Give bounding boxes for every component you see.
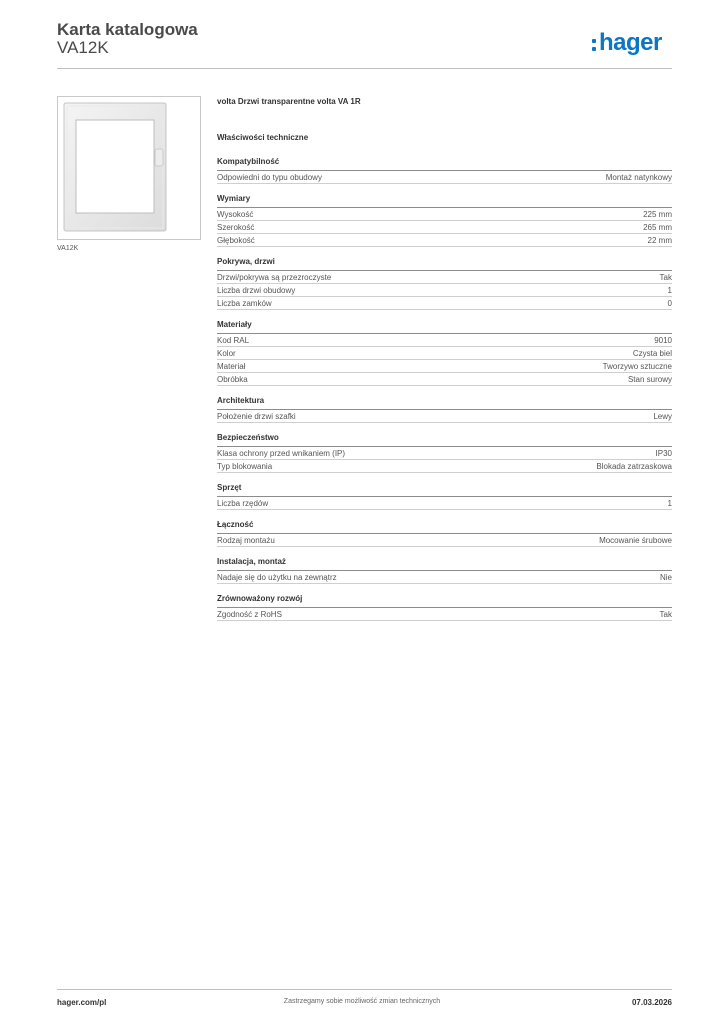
- property-group: [217, 556, 672, 584]
- group-title: Łączność: [217, 519, 672, 534]
- page-title: Karta katalogowa: [57, 20, 198, 39]
- property-value: 0: [667, 299, 672, 308]
- property-value: 9010: [654, 336, 672, 345]
- property-value: Blokada zatrzaskowa: [596, 462, 672, 471]
- property-label: Odpowiedni do typu obudowy: [217, 173, 322, 182]
- footer-website[interactable]: hager.com/pl: [57, 998, 107, 1007]
- property-label: Liczba rzędów: [217, 499, 269, 508]
- property-label: Liczba drzwi obudowy: [217, 286, 296, 295]
- property-value: Lewy: [653, 412, 672, 421]
- property-value: Tworzywo sztuczne: [602, 362, 672, 371]
- property-label: Obróbka: [217, 375, 248, 384]
- door-panel-illustration: [58, 97, 200, 239]
- logo-colon-icon: [592, 39, 596, 51]
- property-label: Rodzaj montażu: [217, 536, 275, 545]
- property-value: 225 mm: [643, 210, 672, 219]
- property-value: IP30: [655, 449, 672, 458]
- properties-list: [217, 156, 672, 621]
- group-title: Wymiary: [217, 193, 672, 208]
- group-title: Bezpieczeństwo: [217, 432, 672, 447]
- property-label: Materiał: [217, 362, 246, 371]
- property-value: 1: [667, 286, 672, 295]
- property-value: Tak: [659, 610, 672, 619]
- group-title: Zrównoważony rozwój: [217, 593, 672, 608]
- property-row: [217, 297, 672, 310]
- property-label: Głębokość: [217, 236, 255, 245]
- property-row: [217, 360, 672, 373]
- product-code: VA12K: [57, 38, 109, 57]
- property-row: [217, 373, 672, 386]
- property-value: 22 mm: [647, 236, 672, 245]
- property-value: 265 mm: [643, 223, 672, 232]
- property-label: Kod RAL: [217, 336, 250, 345]
- property-row: [217, 221, 672, 234]
- property-label: Zgodność z RoHS: [217, 610, 282, 619]
- property-row: [217, 347, 672, 360]
- property-group: [217, 482, 672, 510]
- property-group: [217, 519, 672, 547]
- footer-date: 07.03.2026: [631, 998, 672, 1007]
- property-row: [217, 497, 672, 510]
- property-group: [217, 193, 672, 247]
- header-divider: [57, 68, 672, 69]
- property-label: Położenie drzwi szafki: [217, 412, 296, 421]
- group-title: Kompatybilność: [217, 156, 672, 171]
- group-title: Pokrywa, drzwi: [217, 256, 672, 271]
- property-value: Mocowanie śrubowe: [599, 536, 672, 545]
- property-row: [217, 208, 672, 221]
- property-group: [217, 395, 672, 423]
- property-value: 1: [667, 499, 672, 508]
- group-title: Instalacja, montaż: [217, 556, 672, 571]
- property-row: [217, 608, 672, 621]
- property-label: Klasa ochrony przed wnikaniem (IP): [217, 449, 346, 458]
- property-row: [217, 447, 672, 460]
- product-description: volta Drzwi transparentne volta VA 1R: [217, 97, 361, 106]
- property-row: [217, 234, 672, 247]
- property-value: Montaż natynkowy: [605, 173, 672, 182]
- hager-logo: [592, 28, 662, 58]
- property-row: [217, 410, 672, 423]
- footer-notice: Zastrzegamy sobie możliwość zmian technicznych: [283, 998, 441, 1005]
- property-label: Liczba zamków: [217, 299, 272, 308]
- product-image: [57, 96, 201, 240]
- property-row: [217, 171, 672, 184]
- property-group: [217, 156, 672, 184]
- property-row: [217, 534, 672, 547]
- property-row: [217, 334, 672, 347]
- property-group: [217, 319, 672, 386]
- property-label: Typ blokowania: [217, 462, 273, 471]
- property-label: Szerokość: [217, 223, 255, 232]
- property-group: [217, 432, 672, 473]
- product-details: [217, 96, 672, 630]
- property-label: Kolor: [217, 349, 236, 358]
- property-row: [217, 284, 672, 297]
- logo-text: hager: [599, 29, 662, 56]
- group-title: Architektura: [217, 395, 672, 410]
- group-title: Materiały: [217, 319, 672, 334]
- image-caption: VA12K: [57, 245, 79, 252]
- property-row: [217, 271, 672, 284]
- property-value: Tak: [659, 273, 672, 282]
- footer-divider: [57, 989, 672, 990]
- property-group: [217, 256, 672, 310]
- property-value: Czysta biel: [632, 349, 672, 358]
- property-label: Drzwi/pokrywa są przezroczyste: [217, 273, 332, 282]
- property-row: [217, 460, 672, 473]
- property-label: Wysokość: [217, 210, 254, 219]
- property-label: Nadaje się do użytku na zewnątrz: [217, 573, 337, 582]
- property-value: Stan surowy: [627, 375, 672, 384]
- section-title: Właściwości techniczne: [217, 133, 309, 142]
- property-group: [217, 593, 672, 621]
- group-title: Sprzęt: [217, 482, 672, 497]
- property-value: Nie: [659, 573, 672, 582]
- property-row: [217, 571, 672, 584]
